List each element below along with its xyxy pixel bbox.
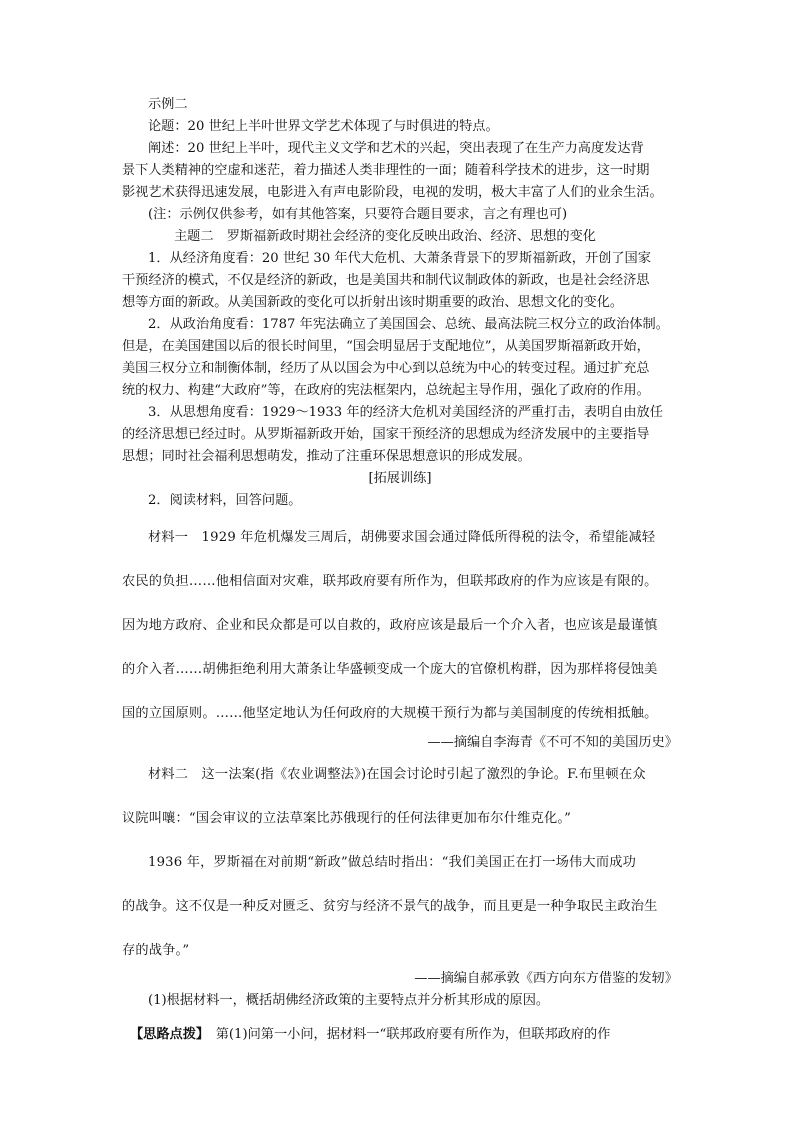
point-line: 2．从政治角度看：1787 年宪法确立了美国国会、总统、最高法院三权分立的政治体制。 [148, 317, 669, 332]
training-header: [拓展训练] [368, 471, 432, 486]
material2b-line: 存的战争。” [122, 943, 190, 958]
elaboration-line: 阐述：20 世纪上半叶，现代主义文学和艺术的兴起，突出表现了在生产力高度发达背 [148, 141, 644, 156]
material1-line: 材料一 1929 年危机爆发三周后，胡佛要求国会通过降低所得税的法令，希望能减轻 [148, 530, 656, 545]
hint-line [130, 1025, 678, 1045]
material2-line: 议院叫嚷：“国会审议的立法草案比苏俄现行的任何法律更加布尔什维克化。” [122, 811, 572, 826]
theme-title: 主题二 罗斯福新政时期社会经济的变化反映出政治、经济、思想的变化 [174, 229, 596, 244]
elaboration-line: 影视艺术获得迅速发展，电影进入有声电影阶段，电视的发明，极大丰富了人们的业余生活。 [122, 185, 663, 200]
point-line: 3．从思想角度看：1929～1933 年的经济大危机对美国经济的严重打击，表明自由放任 [148, 405, 663, 420]
note: (注：示例仅供参考，如有其他答案，只要符合题目要求，言之有理也可) [148, 207, 568, 222]
question1: (1)根据材料一，概括胡佛经济政策的主要特点并分析其形成的原因。 [148, 993, 550, 1008]
point-line: 思想；同时社会福利思想萌发，推动了注重环保思想意识的形成发展。 [122, 449, 531, 464]
example-heading: 示例二 [148, 97, 188, 112]
point-line: 干预经济的模式，不仅是经济的新政，也是美国共和制代议制政体的新政，也是社会经济思 [122, 273, 650, 288]
point-line: 统的权力、构建“大政府”等，在政府的宪法框架内，总统起主导作用，强化了政府的作用。 [122, 383, 650, 398]
material1-line: 因为地方政府、企业和民众都是可以自救的，政府应该是最后一个介入者，也应该是最谨慎 [122, 618, 658, 633]
point-line: 想等方面的新政。从美国新政的变化可以折射出该时期重要的政治、思想文化的变化。 [122, 295, 624, 310]
material2-line: 材料二 这一法案(指《农业调整法》)在国会讨论时引起了激烈的争论。F.布里顿在众 [148, 767, 646, 782]
material1-line: 农民的负担……他相信面对灾难，联邦政府要有所作为，但联邦政府的作为应该是有限的。 [122, 574, 658, 589]
material1-line: 的介入者……胡佛拒绝利用大萧条让华盛顿变成一个庞大的官僚机构群，因为那样将侵蚀美 [122, 662, 658, 677]
elaboration-line: 景下人类精神的空虚和迷茫，着力描述人类非理性的一面；随着科学技术的进步，这一时期 [122, 163, 650, 178]
source2: ——摘编自郝承敦《西方向东方借鉴的发轫》 [414, 971, 678, 986]
material2b-line: 的战争。这不仅是一种反对匮乏、贫穷与经济不景气的战争，而且更是一种争取民主政治生 [122, 899, 658, 914]
thesis: 论题：20 世纪上半叶世界文学艺术体现了与时俱进的特点。 [148, 119, 499, 134]
question-intro: 2．阅读材料，回答问题。 [148, 493, 302, 508]
point-line: 美国三权分立和制衡体制，经历了从以国会为中心到以总统为中心的转变过程。通过扩充总 [122, 361, 650, 376]
material1-line: 国的立国原则。……他坚定地认为任何政府的大规模干预行为都与美国制度的传统相抵触。 [122, 706, 658, 721]
point-line: 但是，在美国建国以后的很长时间里，“国会明显居于支配地位”，从美国罗斯福新政开始， [122, 339, 650, 354]
hint-text: 第(1)问第一小问，据材料一“联邦政府要有所作为，但联邦政府的作 [202, 1027, 611, 1042]
material2b-line: 1936 年，罗斯福在对前期“新政”做总结时指出：“我们美国正在打一场伟大而成功 [148, 855, 636, 870]
point-line: 1．从经济角度看：20 世纪 30 年代大危机、大萧条背景下的罗斯福新政，开创了国家 [148, 251, 651, 266]
hint-label: 【思路点拨】 [130, 1027, 203, 1042]
source1: ——摘编自李海青《不可不知的美国历史》 [427, 735, 678, 750]
point-line: 的经济思想已经过时。从罗斯福新政开始，国家干预经济的思想成为经济发展中的主要指导 [122, 427, 650, 442]
